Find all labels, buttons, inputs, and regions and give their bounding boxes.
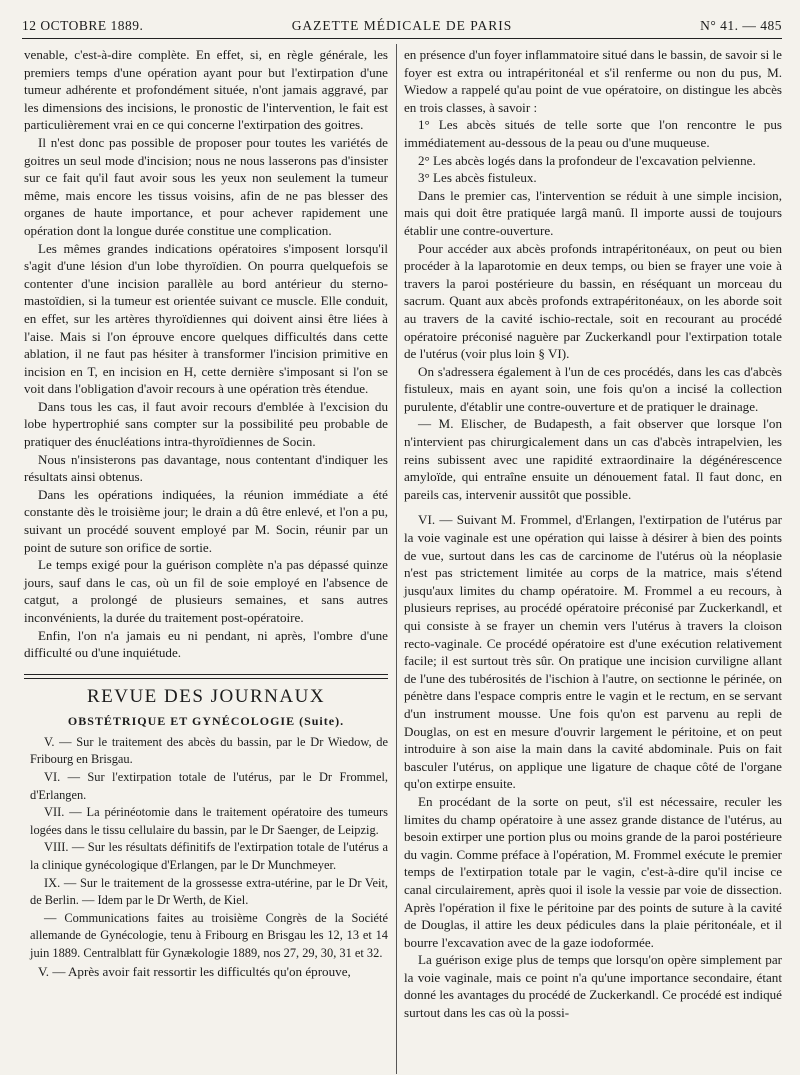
paragraph: Le temps exigé pour la guérison complète n'a pas dépassé quinze jours, sauf dans le cas, où un fil de soie employé en l'absence de catgut, a prolongé de plusieurs semaines, et sans autres inconvénients, la durée du traitement post-opératoire.: [24, 557, 388, 625]
paragraph: Nous n'insisterons pas davantage, nous contentant d'indiquer les résultats ainsi obtenus.: [24, 451, 388, 485]
list-item: 1° Les abcès situés de telle sorte que l'on rencontre le pus immédiatement au-dessous de la peau ou d'une muqueuse.: [404, 117, 782, 150]
section-subtitle: OBSTÉTRIQUE ET GYNÉCOLOGIE (Suite).: [67, 713, 345, 728]
paragraph: Les mêmes grandes indications opératoires s'imposent lorsqu'il s'agit d'une lésion d'un lobe thyroïdien. On pourra quelquefois se contenter d'une incision parallèle au bord antérieur du sterno-mastoïdien, si la tumeur est orientée suivant ce muscle. Elle conduit, en effet, sur les artères thyroïdiennes qui doivent ainsi être liées à l'aise. Mais si l'on éprouve encore quelques difficultés dans cette ablation, il ne faut pas hésiter à transformer l'incision primitive en incision en T, en incision en H, cette dernière s'imposant si l'on se voit dans l'obligation d'avoir recours à une opération très étendue.: [24, 240, 388, 397]
paragraph: en présence d'un foyer inflammatoire situé dans le bassin, de savoir si le foyer est extra ou intrapéritonéal et s'il renferme ou non du pus, M. Wiedow a rappelé qu'au point de vue opératoire, on distingue les abcès en trois classes, à savoir :: [404, 47, 782, 115]
paragraph: Dans tous les cas, il faut avoir recours d'emblée à l'excision du lobe hypertrophié sans compter sur la possibilité peu probable de pratiquer des énucléations intra-thyroïdiennes de Socin.: [24, 398, 388, 450]
header-title: GAZETTE MÉDICALE DE PARIS: [291, 18, 513, 33]
bibliography-entry: VI. — Sur l'extirpation totale de l'utérus, par le Dr Frommel, d'Erlangen.: [30, 769, 388, 802]
right-column: [404, 46, 782, 1022]
bibliography-entry: — Communications faites au troisième Congrès de la Société allemande de Gynécologie, tenu à Fribourg en Brisgau les 12, 13 et 14 juin 1889. Centralblatt für Gynækologie 1889, nos 27, 29, 30, 31 et 32.: [30, 910, 388, 960]
bibliography-entry: VII. — La périnéotomie dans le traitement opératoire des tumeurs logées dans le tissu cellulaire du bassin, par le Dr Saenger, de Leipzig.: [30, 805, 388, 837]
paragraph: Enfin, l'on n'a jamais eu ni pendant, ni après, l'ombre d'une difficulté ou d'une inquiétude.: [24, 627, 388, 661]
header-issue-page: N° 41. — 485: [700, 18, 782, 33]
bibliography-entry: V. — Sur le traitement des abcès du bassin, par le Dr Wiedow, de Fribourg en Brisgau.: [30, 734, 388, 767]
list-item: 2° Les abcès logés dans la profondeur de l'excavation pelvienne.: [418, 152, 756, 168]
header-rule: [22, 38, 782, 39]
bibliography-entry: VIII. — Sur les résultats définitifs de l'extirpation totale de l'utérus a la clinique gynécologique d'Erlangen, par le Dr Munchmeyer.: [30, 840, 388, 872]
section-divider: [24, 674, 388, 679]
header-date: 12 OCTOBRE 1889.: [22, 18, 144, 33]
paragraph: V. — Après avoir fait ressortir les difficultés qu'on éprouve,: [38, 963, 351, 979]
paragraph: En procédant de la sorte on peut, s'il est nécessaire, reculer les limites du champ opératoire à une assez grande distance de l'utérus, au besoin extirper une portion plus ou moins grande de la paroi postérieure du vagin. Comme préface à l'opération, M. Frommel exécute le premier temps de l'extirpation totale par le vagin, c'est-à-dire qu'il incise ce canal circulairement, après quoi il isole la vessie par voie de dissection. Après l'opération il fixe le péritoine par des points de suture à la cavité de Douglas, il attire les deux pédicules dans la plaie péritonéale, et il bourre l'excavation avec de la gaze iodoformée.: [404, 793, 782, 950]
paragraph: Il n'est donc pas possible de proposer pour toutes les variétés de goitres un seul mode d'incision; nous ne nous lasserons pas d'insister sur ce fait qu'il faut avoir sous les yeux non seulement la tumeur même, mais encore les tissus voisins, afin de ne pas blesser des organes de haute importance, et pour achever rapidement une opération dont la longue durée constitue une complication.: [24, 134, 388, 238]
paragraph: — M. Elischer, de Budapesth, a fait observer que lorsque l'on n'intervient pas chirurgicalement dans un cas d'abcès intrapelvien, les reins subissent avec une rapidité extraordinaire la dégénérescence amyloïde, qui entraîne ensuite un dénouement fatal. Il faut donc, en pareils cas, intervenir aussitôt que possible.: [404, 416, 782, 502]
paragraph: La guérison exige plus de temps que lorsqu'on opère simplement par la voie vaginale, mais ce point n'a qu'une importance secondaire, étant donné les avantages du procédé de Zuckerkandl. Ce procédé est indiqué surtout dans les cas où la possi-: [404, 952, 782, 1021]
column-rule: [396, 44, 397, 1074]
left-column: [24, 46, 388, 980]
paragraph: Dans le premier cas, l'intervention se réduit à une simple incision, mais qui doit être pratiquée largâ manû. Il importe aussi de toujours établir une contre-ouverture.: [404, 187, 782, 238]
paragraph: Pour accéder aux abcès profonds intrapéritonéaux, on peut ou bien procéder à la laparotomie en deux temps, ou bien se frayer une voie à travers la paroi postérieure du bassin, en réséquant un morceau du sacrum. Quant aux abcès profonds extrapéritonéaux, on les aborde soit au travers de la cavité ischio-rectale, soit en recourant au procédé opératoire préconisé naguère par Zuckerkandl pour l'extirpation totale de l'utérus (voir plus loin § VI).: [404, 240, 782, 362]
paragraph: VI. — Suivant M. Frommel, d'Erlangen, l'extirpation de l'utérus par la voie vaginale est une opération qui laisse à désirer à bien des points de vue, surtout dans les cas de carcinome de l'utérus où la néoplasie n'est pas strictement limitée au corps de la matrice, mais s'étend jusqu'aux limites du champ opératoire. M. Frommel a eu recours, à plusieurs reprises, au procédé opératoire préconisé par Zuckerkandl, et qui consiste à se frayer un chemin vers l'utérus à travers la cloison recto-vaginale. Ce procédé opératoire est d'une exécution relativement facile; il est surtout très sûr. On pratique une incision curviligne allant de l'une des tubérosités de l'ischion à l'autre, on sectionne le périnée, on pénètre dans l'espace compris entre le vagin et le rectum, en se servant d'un instrument mousse. Une fois qu'on est parvenu au repli de Douglas, on est en mesure d'ouvrir largement le péritoine, et on peut introduire à son aise la main dans la cavité abdominale. Puis on fait basculer l'utérus, on applique une ligature de chaque côté de l'organe qu'on extirpe ensuite.: [404, 512, 782, 792]
bibliography-entry: IX. — Sur le traitement de la grossesse extra-utérine, par le Dr Veit, de Berlin. — Idem par le Dr Werth, de Kiel.: [30, 875, 388, 908]
page-header: [22, 10, 782, 38]
paragraph: On s'adressera également à l'un de ces procédés, dans les cas d'abcès fistuleux, mais en ayant soin, une fois qu'on a incisé la collection purulente, d'établir une contre-ouverture et de pratiquer le drainage.: [404, 363, 782, 414]
paragraph: venable, c'est-à-dire complète. En effet, si, en règle générale, les premiers temps d'une opération ayant pour but l'extirpation d'une tumeur adhérente et profondément située, n'ont jamais aggravé, par les dimensions des incisions, le pronostic de l'intervention, le fait est particulièrement vrai en ce qui concerne l'extirpation des goitres.: [24, 47, 388, 133]
paragraph: Dans les opérations indiquées, la réunion immédiate a été constante dès le troisième jour; le drain a dû être enlevé, et l'on a pu, suivant un procédé souvent employé par M. Socin, réunir par un point de suture son orifice de sortie.: [24, 486, 388, 555]
list-item: 3° Les abcès fistuleux.: [418, 170, 537, 186]
section-title: REVUE DES JOURNAUX: [86, 685, 326, 707]
